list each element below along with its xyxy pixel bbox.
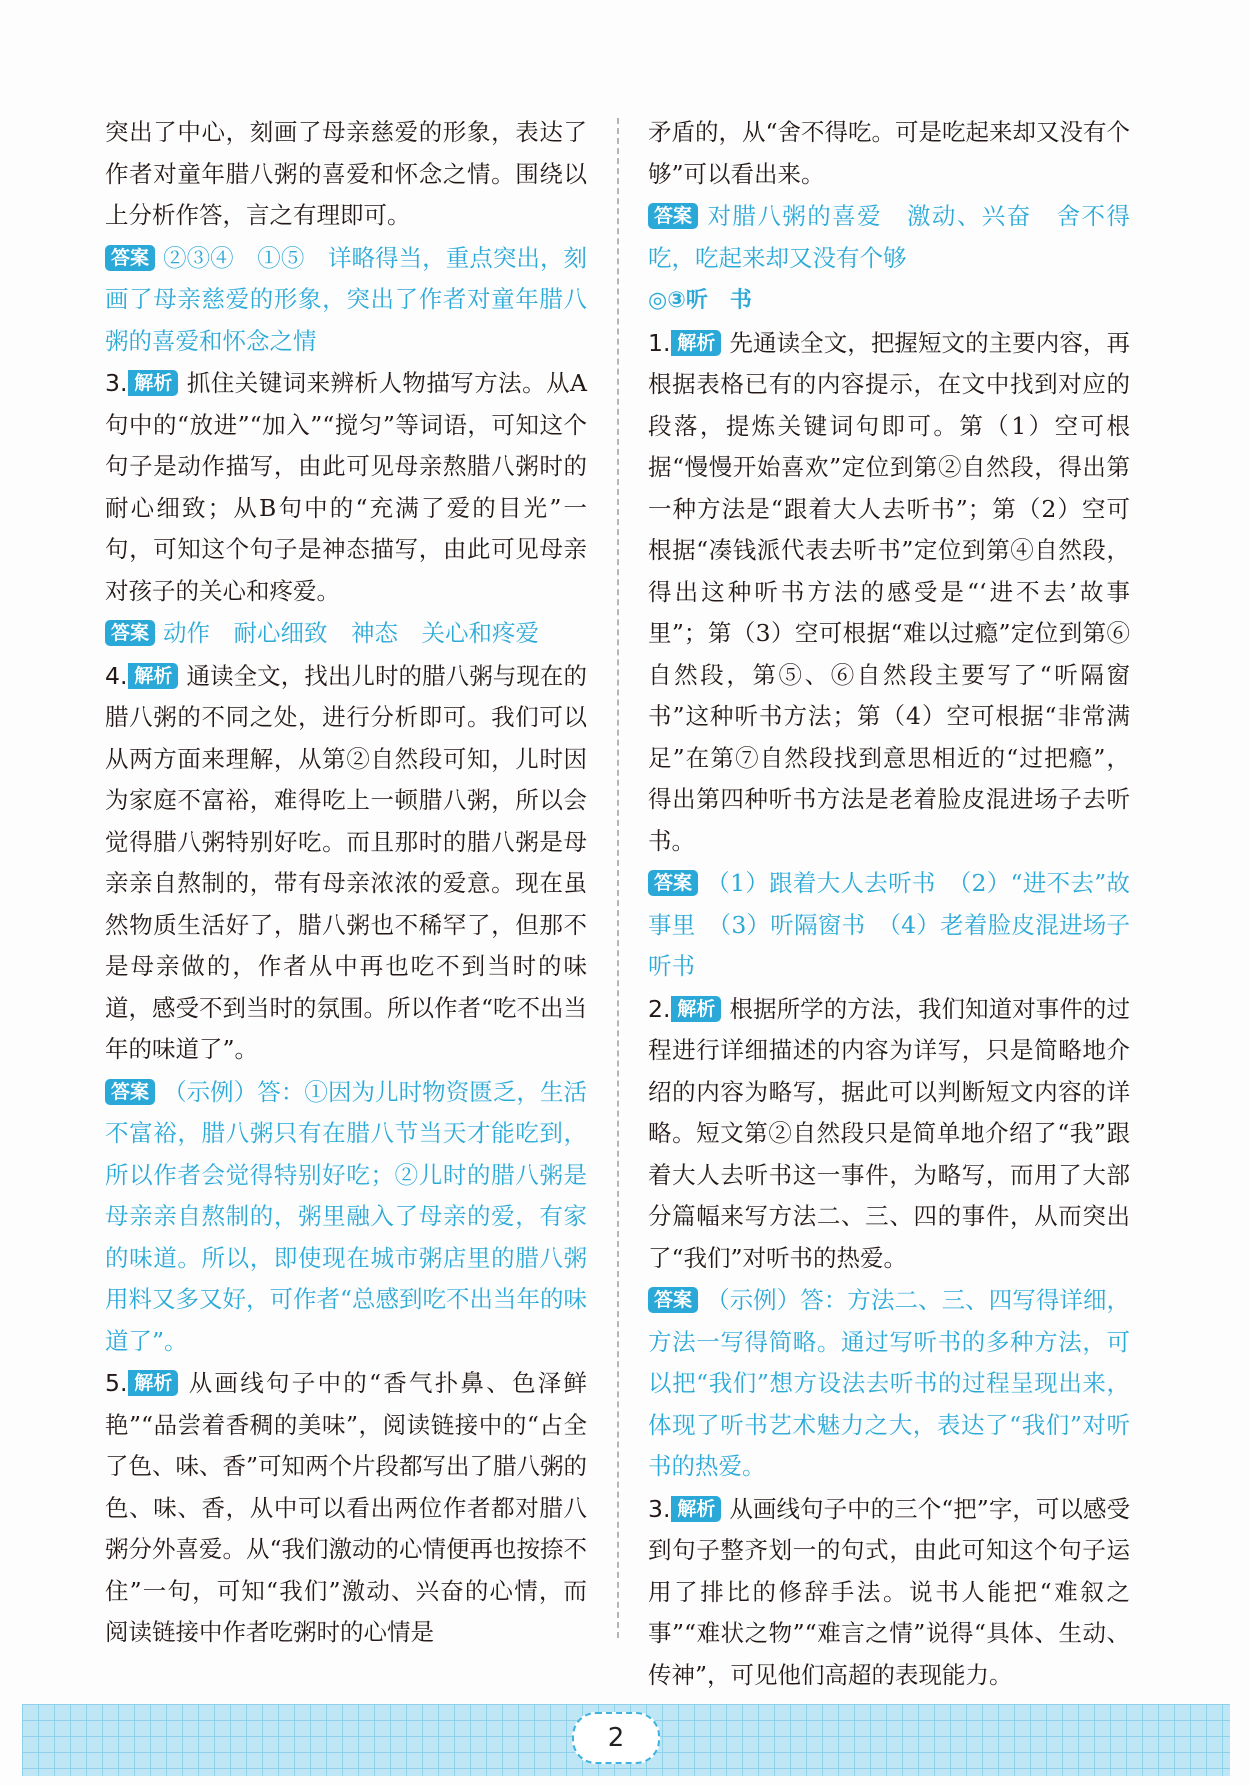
answer-block bbox=[648, 1280, 1130, 1488]
question-number: 3. bbox=[648, 1494, 671, 1523]
answer-tag: 答案 bbox=[105, 245, 155, 271]
answer-block bbox=[648, 196, 1130, 279]
answer-text: （示例）答：方法二、三、四写得详细，方法一写得简略。通过写听书的多种方法，可以把“我们”想方设法去听书的过程呈现出来，体现了听书艺术魅力之大，表达了“我们”对听书的热爱。 bbox=[648, 1286, 1130, 1480]
right-column bbox=[648, 112, 1130, 1697]
left-column bbox=[105, 112, 587, 1655]
analysis-text: 抓住关键词来辨析人物描写方法。从A句中的“放进”“加入”“搅匀”等词语，可知这个句子是动作描写，由此可见母亲熬腊八粥时的耐心细致；从B句中的“充满了爱的目光”一句，可知这个句子是神态描写，由此可见母亲对孩子的关心和疼爱。 bbox=[105, 369, 587, 605]
analysis-block bbox=[105, 656, 587, 1071]
answer-text: （示例）答：①因为儿时物资匮乏，生活不富裕，腊八粥只有在腊八节当天才能吃到，所以作者会觉得特别好吃；②儿时的腊八粥是母亲亲自熬制的，粥里融入了母亲的爱，有家的味道。所以，即使现在城市粥店里的腊八粥用料又多又好，可作者“总感到吃不出当年的味道了”。 bbox=[105, 1077, 588, 1355]
paragraph: 矛盾的，从“舍不得吃。可是吃起来却又没有个够”可以看出来。 bbox=[648, 118, 1131, 188]
analysis-tag: 解析 bbox=[128, 663, 178, 689]
question-number: 4. bbox=[105, 661, 128, 690]
analysis-tag: 解析 bbox=[671, 996, 721, 1022]
answer-tag: 答案 bbox=[648, 870, 698, 896]
question-number: 3. bbox=[105, 369, 128, 397]
analysis-block bbox=[648, 989, 1130, 1280]
analysis-block bbox=[105, 363, 587, 612]
section-heading: ◎③听 书 bbox=[648, 288, 752, 313]
analysis-tag: 解析 bbox=[128, 370, 178, 396]
answer-text: 对腊八粥的喜爱 激动、兴奋 舍不得吃，吃起来却又没有个够 bbox=[648, 202, 1130, 272]
column-divider bbox=[617, 118, 619, 1638]
analysis-text: 通读全文，找出儿时的腊八粥与现在的腊八粥的不同之处，进行分析即可。我们可以从两方面来理解，从第②自然段可知，儿时因为家庭不富裕，难得吃上一顿腊八粥，所以会觉得腊八粥特别好吃。而且那时的腊八粥是母亲亲自熬制的，带有母亲浓浓的爱意。现在虽然物质生活好了，腊八粥也不稀罕了，但那不是母亲做的，作者从中再也吃不到当时的味道，感受不到当时的氛围。所以作者“吃不出当年的味道了”。 bbox=[105, 661, 588, 1063]
analysis-text: 从画线句子中的“香气扑鼻、色泽鲜艳”“品尝着香稠的美味”，阅读链接中的“占全了色、味、香”可知两个片段都写出了腊八粥的色、味、香，从中可以看出两位作者都对腊八粥分外喜爱。从“我们激动的心情便再也按捺不住”一句，可知“我们”激动、兴奋的心情，而阅读链接中作者吃粥时的心情是 bbox=[105, 1369, 588, 1646]
paragraph: 突出了中心，刻画了母亲慈爱的形象，表达了作者对童年腊八粥的喜爱和怀念之情。围绕以上分析作答，言之有理即可。 bbox=[105, 118, 587, 229]
analysis-block bbox=[648, 1489, 1130, 1697]
answer-tag: 答案 bbox=[648, 1287, 698, 1313]
answer-tag: 答案 bbox=[105, 620, 155, 646]
answer-tag: 答案 bbox=[648, 203, 698, 229]
answer-block bbox=[105, 238, 587, 363]
answer-block bbox=[648, 863, 1130, 988]
answer-text: （1）跟着大人去听书 （2）“进不去”故事里 （3）听隔窗书 （4）老着脸皮混进场子听书 bbox=[648, 869, 1130, 980]
analysis-block bbox=[105, 1363, 587, 1654]
question-number: 1. bbox=[648, 328, 671, 357]
analysis-tag: 解析 bbox=[128, 1370, 178, 1396]
analysis-text: 先通读全文，把握短文的主要内容，再根据表格已有的内容提示，在文中找到对应的段落，提炼关键词句即可。第（1）空可根据“慢慢开始喜欢”定位到第②自然段，得出第一种方法是“跟着大人去听书”；第（2）空可根据“凑钱派代表去听书”定位到第④自然段，得出这种听书方法的感受是“‘进不去’故事里”；第（3）空可根据“难以过瘾”定位到第⑥自然段，第⑤、⑥自然段主要写了“听隔窗书”这种听书方法；第（4）空可根据“非常满足”在第⑦自然段找到意思相近的“过把瘾”，得出第四种听书方法是老着脸皮混进场子去听书。 bbox=[648, 328, 1130, 855]
analysis-tag: 解析 bbox=[671, 330, 721, 356]
answer-text: ②③④ ①⑤ 详略得当，重点突出，刻画了母亲慈爱的形象，突出了作者对童年腊八粥的喜爱和怀念之情 bbox=[105, 243, 587, 355]
answer-block bbox=[105, 1072, 587, 1363]
answer-text: 动作 耐心细致 神态 关心和疼爱 bbox=[163, 619, 540, 647]
page-number: 2 bbox=[572, 1712, 660, 1764]
answer-tag: 答案 bbox=[105, 1079, 155, 1105]
analysis-block bbox=[648, 323, 1130, 863]
question-number: 2. bbox=[648, 994, 671, 1023]
answer-block bbox=[105, 613, 587, 655]
analysis-tag: 解析 bbox=[671, 1496, 721, 1522]
analysis-text: 从画线句子中的三个“把”字，可以感受到句子整齐划一的句式，由此可知这个句子运用了排比的修辞手法。说书人能把“难叙之事”“难状之物”“难言之情”说得“具体、生动、传神”，可见他们高超的表现能力。 bbox=[648, 1494, 1130, 1689]
analysis-text: 根据所学的方法，我们知道对事件的过程进行详细描述的内容为详写，只是简略地介绍的内容为略写，据此可以判断短文内容的详略。短文第②自然段只是简单地介绍了“我”跟着大人去听书这一事件，为略写，而用了大部分篇幅来写方法二、三、四的事件，从而突出了“我们”对听书的热爱。 bbox=[648, 994, 1130, 1272]
question-number: 5. bbox=[105, 1369, 128, 1397]
